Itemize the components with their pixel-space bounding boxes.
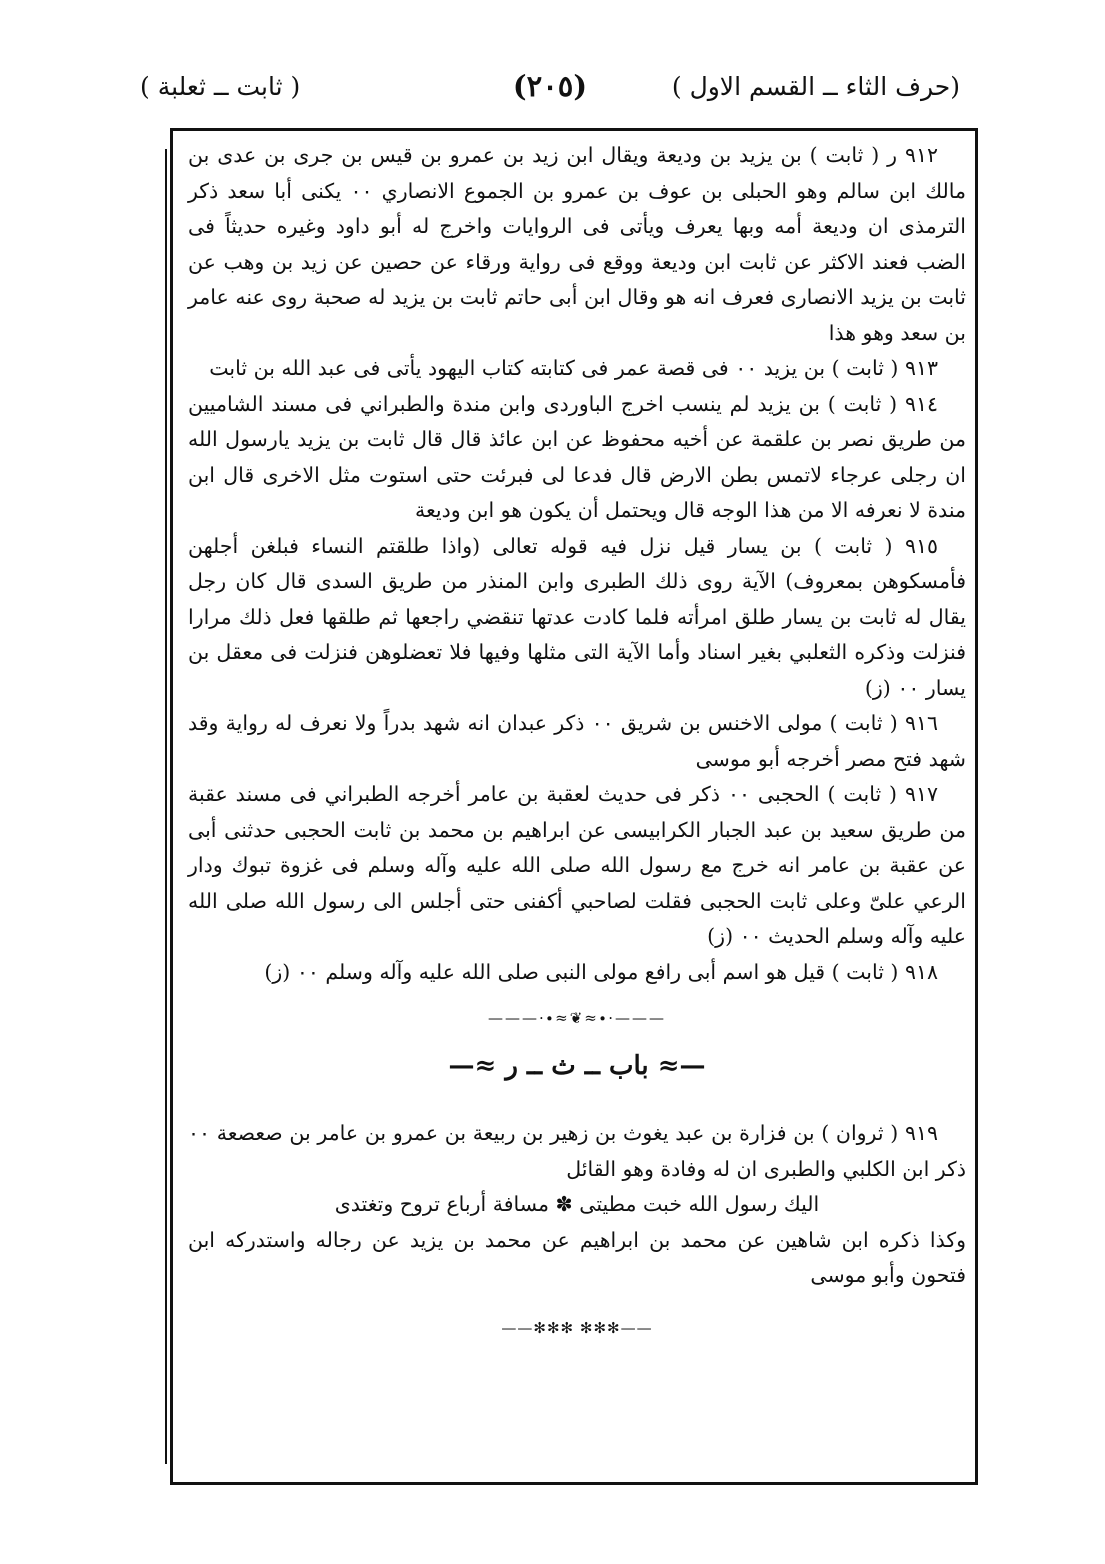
page-number: (٢٠٥)	[512, 69, 588, 103]
entry-915: ٩١٥ ( ثابت ) بن يسار قيل نزل فيه قوله تعالى (واذا طلقتم النساء فبلغن أجلهن فأمسكوهن بمعروف) الآية روى ذلك الطبرى وابن المنذر من طريق السدى قال كان رجل يقال له ثابت بن يسار طلق امرأته فلما كادت عدتها تنقضي راجعها ثم طلقها فعل ذلك مرارا فنزلت وذكره الثعلبي بغير اسناد وأما الآية التى مثلها وفيها فلا تعضلوهن فنزلت فى معقل بن يسار ٠٠ (ز)	[188, 533, 966, 700]
ornament-divider: ———·∙≈❦≈∙·———	[488, 1009, 666, 1027]
entry-916: ٩١٦ ( ثابت ) مولى الاخنس بن شريق ٠٠ ذكر عبدان انه شهد بدراً ولا نعرف له رواية وقد شهد فتح مصر أخرجه أبو موسى	[188, 711, 966, 771]
entry-918: ٩١٨ ( ثابت ) قيل هو اسم أبى رافع مولى النبى صلى الله عليه وآله وسلم ٠٠ (ز)	[264, 959, 938, 984]
entry-919: ٩١٩ ( ثروان ) بن فزارة بن عبد يغوث بن زهير بن ربيعة بن عمرو بن عامر بن صعصعة ٠٠ ذكر ابن الكلبي والطبرى ان له وفادة وهو القائل	[188, 1121, 966, 1181]
poetry-verse: اليك رسول الله خبت مطيتى ✽ مسافة أرباع تروح وتغتدى	[334, 1192, 820, 1216]
page-body	[188, 138, 966, 1338]
entry-919-continuation: وكذا ذكره ابن شاهين عن محمد بن ابراهيم عن محمد بن يزيد عن رجاله واستدركه ابن فتحون وأبو موسى	[188, 1227, 966, 1287]
header-chapter-title: (حرف الثاء ــ القسم الاول )	[671, 72, 960, 101]
end-ornament: ——✻✻✻ ✻✻✻——	[501, 1318, 653, 1337]
entry-912: ٩١٢ ر ( ثابت ) بن يزيد بن وديعة ويقال ابن زيد بن عمرو بن قيس بن جرى بن عدى بن مالك ابن سالم وهو الحبلى بن عوف بن عمرو بن الجموع الانصاري ٠٠ يكنى أبا سعد ذكر الترمذى ان وديعة أمه وبها يعرف ويأتى فى الروايات واخرج له أبو داود وغيره حديثاً فى الضب فعند الاكثر عن ثابت ابن وديعة ووقع فى رواية ورقاء عن حصين عن زيد بن وهب عن ثابت بن يزيد الانصارى فعرف انه هو وقال ابن أبى حاتم ثابت بن يزيد له صحبة روى عنه عامر بن سعد وهو هذا	[188, 143, 966, 345]
section-heading: —≈ باب ــ ث ــ ر ≈—	[448, 1051, 706, 1081]
entry-914: ٩١٤ ( ثابت ) بن يزيد لم ينسب اخرج الباوردى وابن مندة والطبراني فى مسند الشاميين من طريق نصر بن علقمة عن أخيه محفوظ عن ابن عائذ قال قال ثابت بن يزيد يارسول الله ان رجلى عرجاء لاتمس بطن الارض قال فدعا لى فبرئت حتى استوت مثل الاخرى قال ابن مندة لا نعرفه الا من هذا الوجه قال ويحتمل أن يكون هو ابن وديعة	[188, 391, 966, 522]
entry-917: ٩١٧ ( ثابت ) الحجبى ٠٠ ذكر فى حديث لعقبة بن عامر أخرجه الطبراني فى مسند عقبة من طريق سعيد بن عبد الجبار الكرابيسى عن ابراهيم بن محمد بن ثابت الحجبى حدثنى أبى عن عقبة بن عامر انه خرج مع رسول الله صلى الله عليه وآله وسلم فى غزوة تبوك ودار الرعي علىّ وعلى ثابت الحجبى فقلت لصاحبي أكفنى حتى أجلس الى رسول الله صلى الله عليه وآله وسلم الحديث ٠٠ (ز)	[188, 782, 966, 948]
entry-913: ٩١٣ ( ثابت ) بن يزيد ٠٠ فى قصة عمر فى كتابته كتاب اليهود يأتى فى عبد الله بن ثابت	[209, 356, 938, 380]
header-running-title: ( ثابت ــ ثعلبة )	[140, 72, 301, 101]
page-header	[140, 69, 960, 118]
